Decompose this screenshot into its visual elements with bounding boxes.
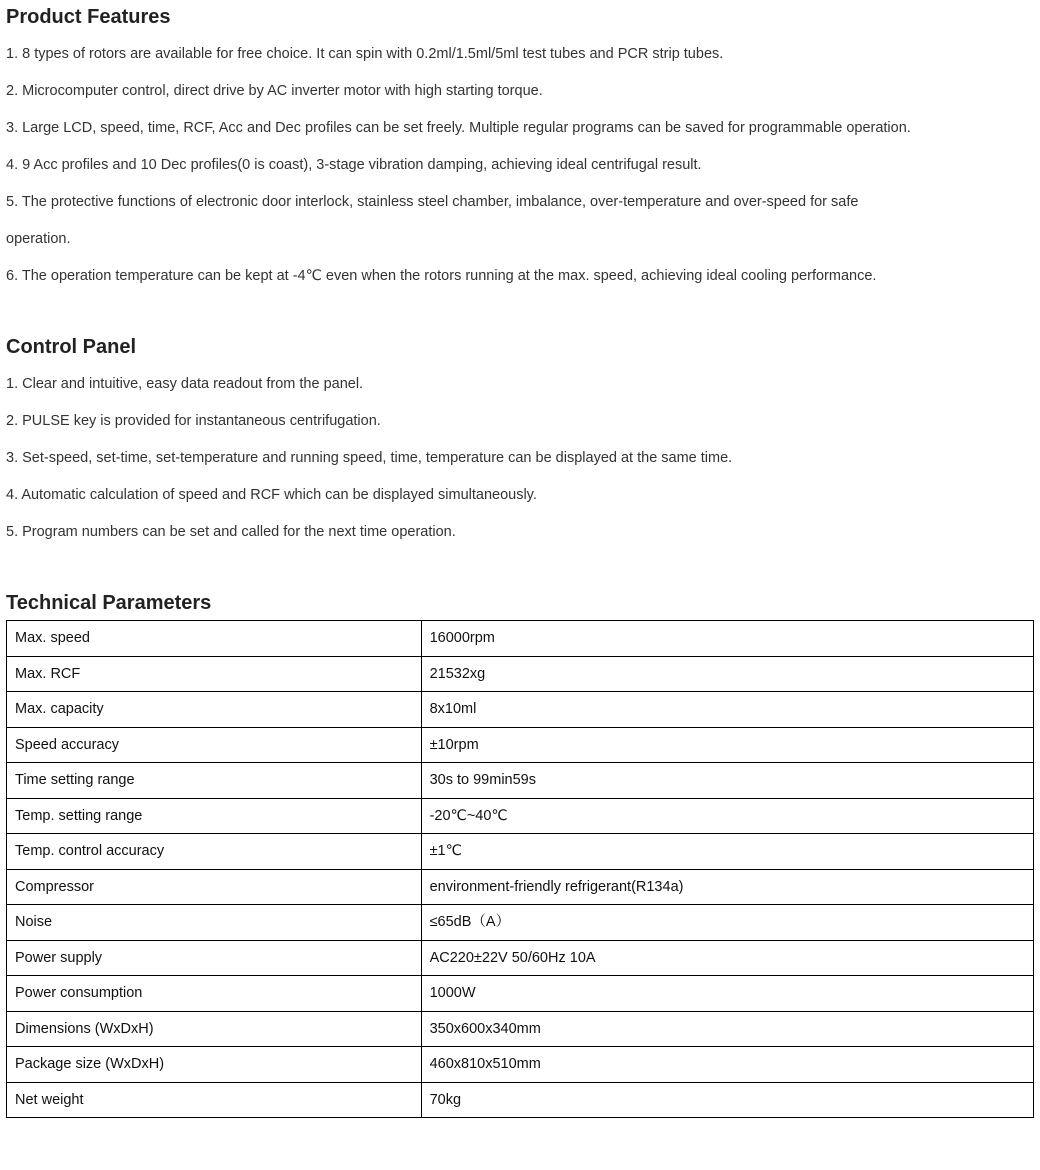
table-row	[7, 763, 1034, 799]
param-name: Compressor	[7, 869, 422, 905]
param-value: 460x810x510mm	[421, 1047, 1033, 1083]
param-name: Noise	[7, 905, 422, 941]
param-value: 1000W	[421, 976, 1033, 1012]
param-value: ≤65dB（A）	[421, 905, 1033, 941]
table-row	[7, 1047, 1034, 1083]
product-features-heading: Product Features	[6, 6, 171, 28]
table-row	[7, 692, 1034, 728]
param-name: Net weight	[7, 1082, 422, 1118]
table-row	[7, 1011, 1034, 1047]
control-panel-line: 2. PULSE key is provided for instantaneous centrifugation.	[6, 413, 381, 429]
technical-parameters-table	[6, 620, 1034, 1118]
table-row	[7, 869, 1034, 905]
feature-line: 1. 8 types of rotors are available for free choice. It can spin with 0.2ml/1.5ml/5ml test tubes and PCR strip tubes.	[6, 46, 724, 62]
feature-line: 2. Microcomputer control, direct drive by AC inverter motor with high starting torque.	[6, 83, 543, 99]
param-value: environment-friendly refrigerant(R134a)	[421, 869, 1033, 905]
feature-line: 3. Large LCD, speed, time, RCF, Acc and Dec profiles can be set freely. Multiple regular programs can be saved for programmable operation.	[6, 120, 911, 136]
control-panel-heading: Control Panel	[6, 336, 137, 358]
param-value: 70kg	[421, 1082, 1033, 1118]
technical-parameters-heading: Technical Parameters	[6, 592, 212, 614]
param-name: Time setting range	[7, 763, 422, 799]
param-name: Package size (WxDxH)	[7, 1047, 422, 1083]
param-value: ±1℃	[421, 834, 1033, 870]
table-row	[7, 905, 1034, 941]
table-row	[7, 798, 1034, 834]
control-panel-line: 1. Clear and intuitive, easy data readout from the panel.	[6, 376, 364, 392]
param-value: ±10rpm	[421, 727, 1033, 763]
param-name: Max. capacity	[7, 692, 422, 728]
table-row	[7, 976, 1034, 1012]
param-name: Power consumption	[7, 976, 422, 1012]
param-name: Max. RCF	[7, 656, 422, 692]
table-row	[7, 656, 1034, 692]
param-value: 30s to 99min59s	[421, 763, 1033, 799]
param-value: 350x600x340mm	[421, 1011, 1033, 1047]
table-row	[7, 727, 1034, 763]
table-row	[7, 1082, 1034, 1118]
param-name: Dimensions (WxDxH)	[7, 1011, 422, 1047]
control-panel-line: 3. Set-speed, set-time, set-temperature and running speed, time, temperature can be displayed at the same time.	[6, 450, 733, 466]
feature-line: 6. The operation temperature can be kept at -4℃ even when the rotors running at the max. speed, achieving ideal cooling performance.	[6, 268, 877, 284]
param-value: 8x10ml	[421, 692, 1033, 728]
param-value: 16000rpm	[421, 621, 1033, 657]
table-row	[7, 621, 1034, 657]
param-value: AC220±22V 50/60Hz 10A	[421, 940, 1033, 976]
table-row	[7, 940, 1034, 976]
param-value: 21532xg	[421, 656, 1033, 692]
table-row	[7, 834, 1034, 870]
param-name: Speed accuracy	[7, 727, 422, 763]
param-name: Temp. setting range	[7, 798, 422, 834]
param-value: -20℃~40℃	[421, 798, 1033, 834]
feature-line: 5. The protective functions of electronic door interlock, stainless steel chamber, imbalance, over-temperature and over-speed for safe	[6, 194, 859, 210]
param-name: Temp. control accuracy	[7, 834, 422, 870]
param-name: Max. speed	[7, 621, 422, 657]
feature-line: 4. 9 Acc profiles and 10 Dec profiles(0 is coast), 3-stage vibration damping, achieving ideal centrifugal result.	[6, 157, 702, 173]
feature-line: operation.	[6, 231, 71, 247]
control-panel-line: 4. Automatic calculation of speed and RCF which can be displayed simultaneously.	[6, 487, 537, 503]
param-name: Power supply	[7, 940, 422, 976]
control-panel-line: 5. Program numbers can be set and called for the next time operation.	[6, 524, 456, 540]
